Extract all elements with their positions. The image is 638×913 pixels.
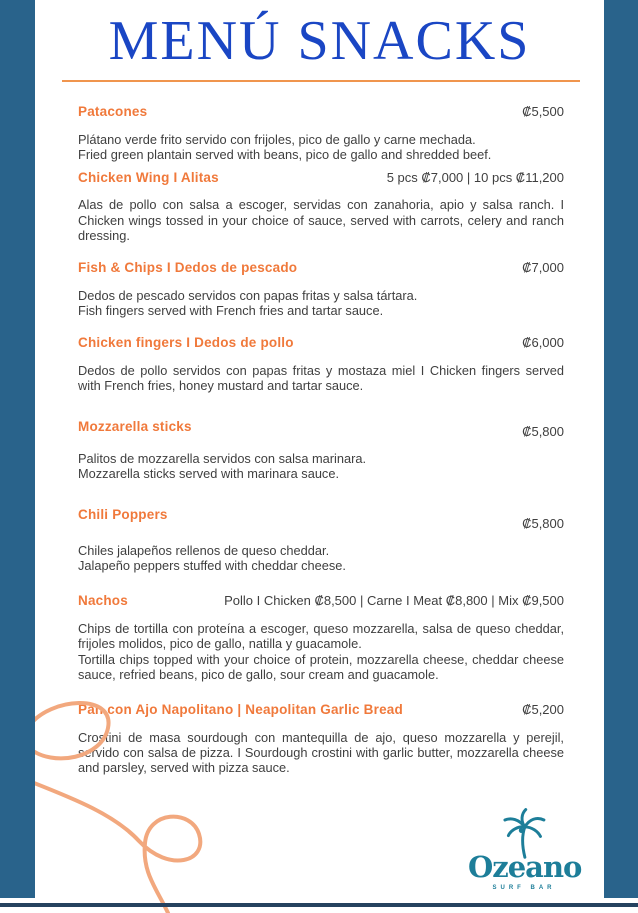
item-description	[78, 730, 564, 776]
menu-item	[78, 593, 564, 683]
description-line: Dedos de pollo servidos con papas fritas y mostaza miel I Chicken fingers served with French fries, honey mustard and tartar sauce.	[78, 362, 564, 394]
title-divider	[62, 80, 580, 82]
description-line: Crostini de masa sourdough con mantequilla de ajo, queso mozzarella y perejil, servido con salsa de pizza. I Sourdough crostini with garlic butter, mozzarella cheese and parsley, served with pizza sauce.	[78, 729, 564, 776]
item-name: Chicken fingers I Dedos de pollo	[78, 334, 294, 350]
description-line: Chiles jalapeños rellenos de queso cheddar.	[78, 542, 330, 558]
item-price: ₡5,500	[522, 103, 564, 119]
item-name: Chicken Wing I Alitas	[78, 169, 219, 185]
item-price: 5 pcs ₡7,000 | 10 pcs ₡11,200	[386, 169, 564, 185]
item-description	[78, 451, 564, 482]
item-price: ₡5,800	[522, 515, 564, 531]
item-name: Pan con Ajo Napolitano | Neapolitan Garlic Bread	[78, 701, 403, 717]
item-head	[78, 104, 564, 121]
item-name: Nachos	[78, 592, 128, 608]
item-head	[78, 170, 564, 187]
description-line: Chips de tortilla con proteína a escoger, queso mozzarella, salsa de queso cheddar, frijoles molidos, pico de gallo, natilla y guacamole.	[78, 620, 564, 652]
menu-item	[78, 702, 564, 776]
item-description	[78, 621, 564, 683]
item-price: ₡5,800	[522, 423, 564, 439]
page-header	[35, 0, 604, 82]
menu-item	[78, 335, 564, 394]
page-title: MENÚ SNACKS	[108, 10, 531, 72]
item-description	[78, 363, 564, 394]
description-line: Palitos de mozzarella servidos con salsa marinara.	[78, 450, 367, 466]
brand-logo	[468, 805, 580, 891]
item-head	[78, 507, 564, 532]
right-border-bar	[604, 0, 638, 898]
description-line: Mozzarella sticks served with marinara sauce.	[78, 466, 340, 482]
item-price: ₡5,200	[522, 702, 564, 718]
item-name: Fish & Chips I Dedos de pescado	[78, 259, 298, 275]
bottom-border-line	[0, 903, 638, 907]
description-line: Tortilla chips topped with your choice of protein, mozzarella cheese, cheddar cheese sauce, refried beans, pico de gallo, sour cream and guacamole.	[78, 651, 564, 683]
item-description	[78, 132, 564, 163]
item-description	[78, 543, 564, 574]
menu-item	[78, 170, 564, 244]
brand-name: Ozeano	[468, 850, 582, 884]
item-name: Mozzarella sticks	[78, 418, 192, 434]
menu-items	[78, 104, 564, 776]
item-description	[78, 288, 564, 319]
item-price: ₡6,000	[522, 334, 564, 350]
menu-item	[78, 104, 564, 163]
item-head	[78, 335, 564, 352]
description-line: Alas de pollo con salsa a escoger, servidas con zanahoria, apio y salsa ranch. I Chicken wings tossed in your choice of sauce, served with carrots, celery and ranch dressing.	[78, 197, 564, 244]
description-line: Fried green plantain served with beans, pico de gallo and shredded beef.	[78, 147, 492, 163]
item-name: Chili Poppers	[78, 506, 168, 522]
left-border-bar	[0, 0, 35, 898]
description-line: Dedos de pescado servidos con papas fritas y salsa tártara.	[78, 287, 418, 303]
menu-item	[78, 419, 564, 482]
item-price: Pollo I Chicken ₡8,500 | Carne I Meat ₡8,800 | Mix ₡9,500	[224, 592, 564, 608]
item-head	[78, 593, 564, 610]
brand-tagline: SURF BAR	[492, 885, 556, 891]
description-line: Jalapeño peppers stuffed with cheddar cheese.	[78, 558, 346, 574]
item-name: Patacones	[78, 103, 148, 119]
page-body	[35, 0, 604, 907]
item-price: ₡7,000	[522, 259, 564, 275]
description-line: Fish fingers served with French fries and tartar sauce.	[78, 303, 384, 319]
menu-item	[78, 507, 564, 574]
description-line: Plátano verde frito servido con frijoles, pico de gallo y carne mechada.	[78, 131, 476, 147]
menu-item	[78, 260, 564, 319]
item-head	[78, 419, 564, 440]
item-head	[78, 260, 564, 277]
item-description	[78, 197, 564, 243]
item-head	[78, 702, 564, 719]
